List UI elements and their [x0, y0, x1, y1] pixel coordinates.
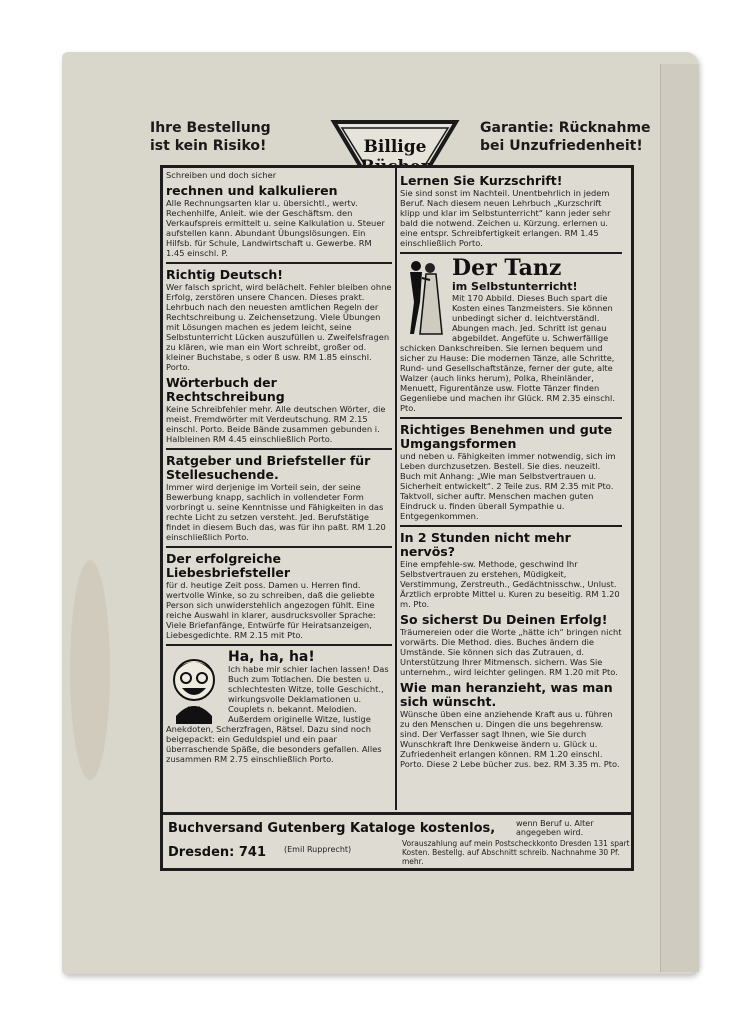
- ad-body: Eine empfehle-sw. Methode, geschwind Ihr Selbstvertrauen zu erstehen, Müdigkeit, Verstimmung, Zerstreuth., Gedächtnisschw., Unlust. Ärztlich erprobte Mittel u. Kuren zu beseitig. RM 1.20 m. Pto.: [400, 559, 620, 609]
- publisher-city: Dresden: 741: [168, 845, 266, 860]
- divider: [400, 525, 622, 527]
- ad-body: Wer falsch spricht, wird belächelt. Fehler bleiben ohne Erfolg, zerstören unsere Chancen. Dieses prakt. Lehrbuch nach den neuesten amtlichen Regeln der Rechtschreibung u. Zeichensetzung. Viele Übungen mit Lösungen machen es jedem leicht, seine Selbstunterricht Lücken auszufüllen u. Zweifelsfragen zu klären, wie man ein Wort schreibt, großer od. kleiner Buchstabe, s oder ß usw. RM 1.85 einschl. Porto.: [166, 282, 392, 372]
- header-right-line1: Garantie: Rücknahme: [480, 120, 651, 136]
- ad-title: Richtig Deutsch!: [166, 267, 283, 282]
- book-spine: [660, 64, 699, 972]
- catalog-offer: Kataloge kostenlos,: [350, 821, 496, 836]
- ad-title: Richtiges Benehmen und gute Umgangsformen: [400, 422, 613, 451]
- ad-title: In 2 Stunden nicht mehr nervös?: [400, 530, 571, 559]
- ad-body: für d. heutige Zeit poss. Damen u. Herren find. wertvolle Winke, so zu schreiben, daß die geliebte Person sich unwiderstehlich angezogen fühlt. Eine reiche Auswahl in klarer, ausdrucksvoller Sprache: Viele Briefanfänge, Entwürfe für Heiratsanzeigen, Liebesgedichte. RM 2.15 mit Pto.: [166, 580, 376, 640]
- ad-title: Wörterbuch der Rechtschreibung: [166, 375, 285, 404]
- header-left-line1: Ihre Bestellung: [150, 120, 271, 136]
- ad-body: Träumereien oder die Worte „hätte ich“ bringen nicht vorwärts. Die Method. dies. Buches ändern die Umstände. Sie können sich das Zutrauen, d. Unterstützung Ihrer Mitmensch. sichern. Was Sie unternehm., wird leichter gelingen. RM 1.20 mit Pto.: [400, 627, 622, 677]
- ad-subtitle: im Selbstunterricht!: [452, 280, 578, 293]
- publisher-owner: (Emil Rupprecht): [284, 845, 352, 854]
- header-left-line2: ist kein Risiko!: [150, 138, 267, 154]
- right-column: [400, 170, 622, 810]
- ad-body: Mit 170 Abbild. Dieses Buch spart die Kosten eines Tanzmeisters. Sie können unbedingt sicher d. leichtverständl. Abungen mach. Jed. Schritt ist genau abgebildet. Angefüte u. Schwerfällige schicken Dankschreiben. Sie lernen bequem und sicher zu Hause: Die modernen Tänze, alle Schritte, Rund- und Gesellschaftstänze, ferner der gute, alte Walzer (auch links herum), Polka, Rheinländer, Menuett, Figurentänze usw. Flotte Tänzer finden Gegenliebe und machen ihr Glück. RM 2.35 einschl. Pto.: [400, 293, 615, 413]
- edge-stain: [70, 560, 110, 780]
- divider: [400, 417, 622, 419]
- ad-body: Ich habe mir schier lachen lassen! Das Buch zum Totlachen. Die besten u. schlechtesten Witze, tolle Geschicht., wirkungsvolle Deklamationen u. Couplets n. bekannt. Melodien. Außerdem originelle Witze, lustige Anekdoten, Scherzfragen, Rätsel. Dazu sind noch beigepackt: ein Geduldspiel und ein paar überraschende Späße, die besonders gefallen. Alles zusammen RM 2.75 einschließlich Porto.: [166, 664, 389, 764]
- ad-footer: [160, 812, 634, 871]
- catalog-note: wenn Beruf u. Alter angegeben wird.: [516, 819, 594, 837]
- divider: [166, 262, 392, 264]
- column-divider: [395, 165, 397, 810]
- payment-note: Vorauszahlung auf mein Postscheckkonto Dresden 131 spart Kosten. Bestellg. auf Abschnitt schreib. Nachnahme 30 Pf. mehr.: [402, 839, 630, 866]
- ad-body: Wünsche üben eine anziehende Kraft aus u. führen zu den Menschen u. Dingen die uns begehrensw. sind. Der Verfasser sagt Ihnen, wie Sie durch Wunschkraft Ihre Denkweise ändern u. Glück u. Zufriedenheit erlangen können. RM 1.20 einschl. Porto. Diese 2 Lebe bücher zus. bez. RM 3.35 m. Pto.: [400, 709, 620, 769]
- ad-body: Immer wird derjenige im Vorteil sein, der seine Bewerbung knapp, sachlich in vollendeter Form vorbringt u. seine Kenntnisse und Fähigkeiten in das rechte Licht zu setzen versteht. Jed. Berufstätige findet in diesem Buch das, was für ihn paßt. RM 1.20 einschließlich Porto.: [166, 482, 386, 542]
- publisher-name: Buchversand Gutenberg Kataloge kostenlos,: [168, 821, 496, 836]
- dancing-couple-icon: [400, 258, 446, 336]
- ad-title: Ratgeber und Briefsteller für Stellesuchende.: [166, 453, 371, 482]
- badge-line1: Billige: [363, 137, 427, 157]
- ad-title: Der erfolgreiche Liebesbriefsteller: [166, 551, 291, 580]
- laughing-man-icon: [166, 650, 222, 724]
- ad-title: Wie man heranzieht, was man sich wünscht.: [400, 680, 613, 709]
- left-column: [166, 170, 392, 810]
- ad-kicker: Schreiben und doch sicher: [166, 170, 277, 180]
- ad-body: Keine Schreibfehler mehr. Alle deutschen Wörter, die meist. Fremdwörter mit Verdeutschung. RM 2.15 einschl. Porto. Beide Bände zusammen gebunden i. Halbleinen RM 4.45 einschließlich Porto.: [166, 404, 386, 444]
- divider: [166, 448, 392, 450]
- ad-body: und neben u. Fähigkeiten immer notwendig, sich im Leben durchzusetzen. Bestell. Sie dies. neuzeitl. Buch mit Anhang: „Wie man Selbstvertrauen u. Sicherheit entwickelt“. 2 Teile zus. RM 2.35 mit Pto. Taktvoll, sicher auftr. Menschen machen guten Eindruck u. finden überall Sympathie u. Entgegenkommen.: [400, 451, 616, 521]
- divider: [400, 252, 622, 254]
- divider: [166, 644, 392, 646]
- header-right-line2: bei Unzufriedenheit!: [480, 138, 643, 154]
- ad-title: So sicherst Du Deinen Erfolg!: [400, 612, 608, 627]
- ad-title: Lernen Sie Kurzschrift!: [400, 173, 563, 188]
- ad-body: Sie sind sonst im Nachteil. Unentbehrlich in jedem Beruf. Nach diesem neuen Lehrbuch „Kurzschrift klipp und klar im Selbstunterricht“ kann jeder sehr bald die notwend. Zeichen u. Kürzung. erlernen u. eine entspr. Schreibfertigkeit erlangen. RM 1.45 einschließlich Porto.: [400, 188, 611, 248]
- ad-body: Alle Rechnungsarten klar u. übersichtl., wertv. Rechenhilfe, Anleit. wie der Geschäftsm. den Verkaufspreis ermittelt u. seine Kalkulation u. Steuer aufstellen kann. Abundant Übungslösungen. Ein Hilfsb. für Schule, Landwirtschaft u. Gewerbe. RM 1.45 einschl. P.: [166, 198, 385, 258]
- ad-title: rechnen und kalkulieren: [166, 183, 338, 198]
- ad-title: Ha, ha, ha!: [228, 649, 315, 665]
- ad-title: Der Tanz: [452, 255, 562, 281]
- divider: [166, 546, 392, 548]
